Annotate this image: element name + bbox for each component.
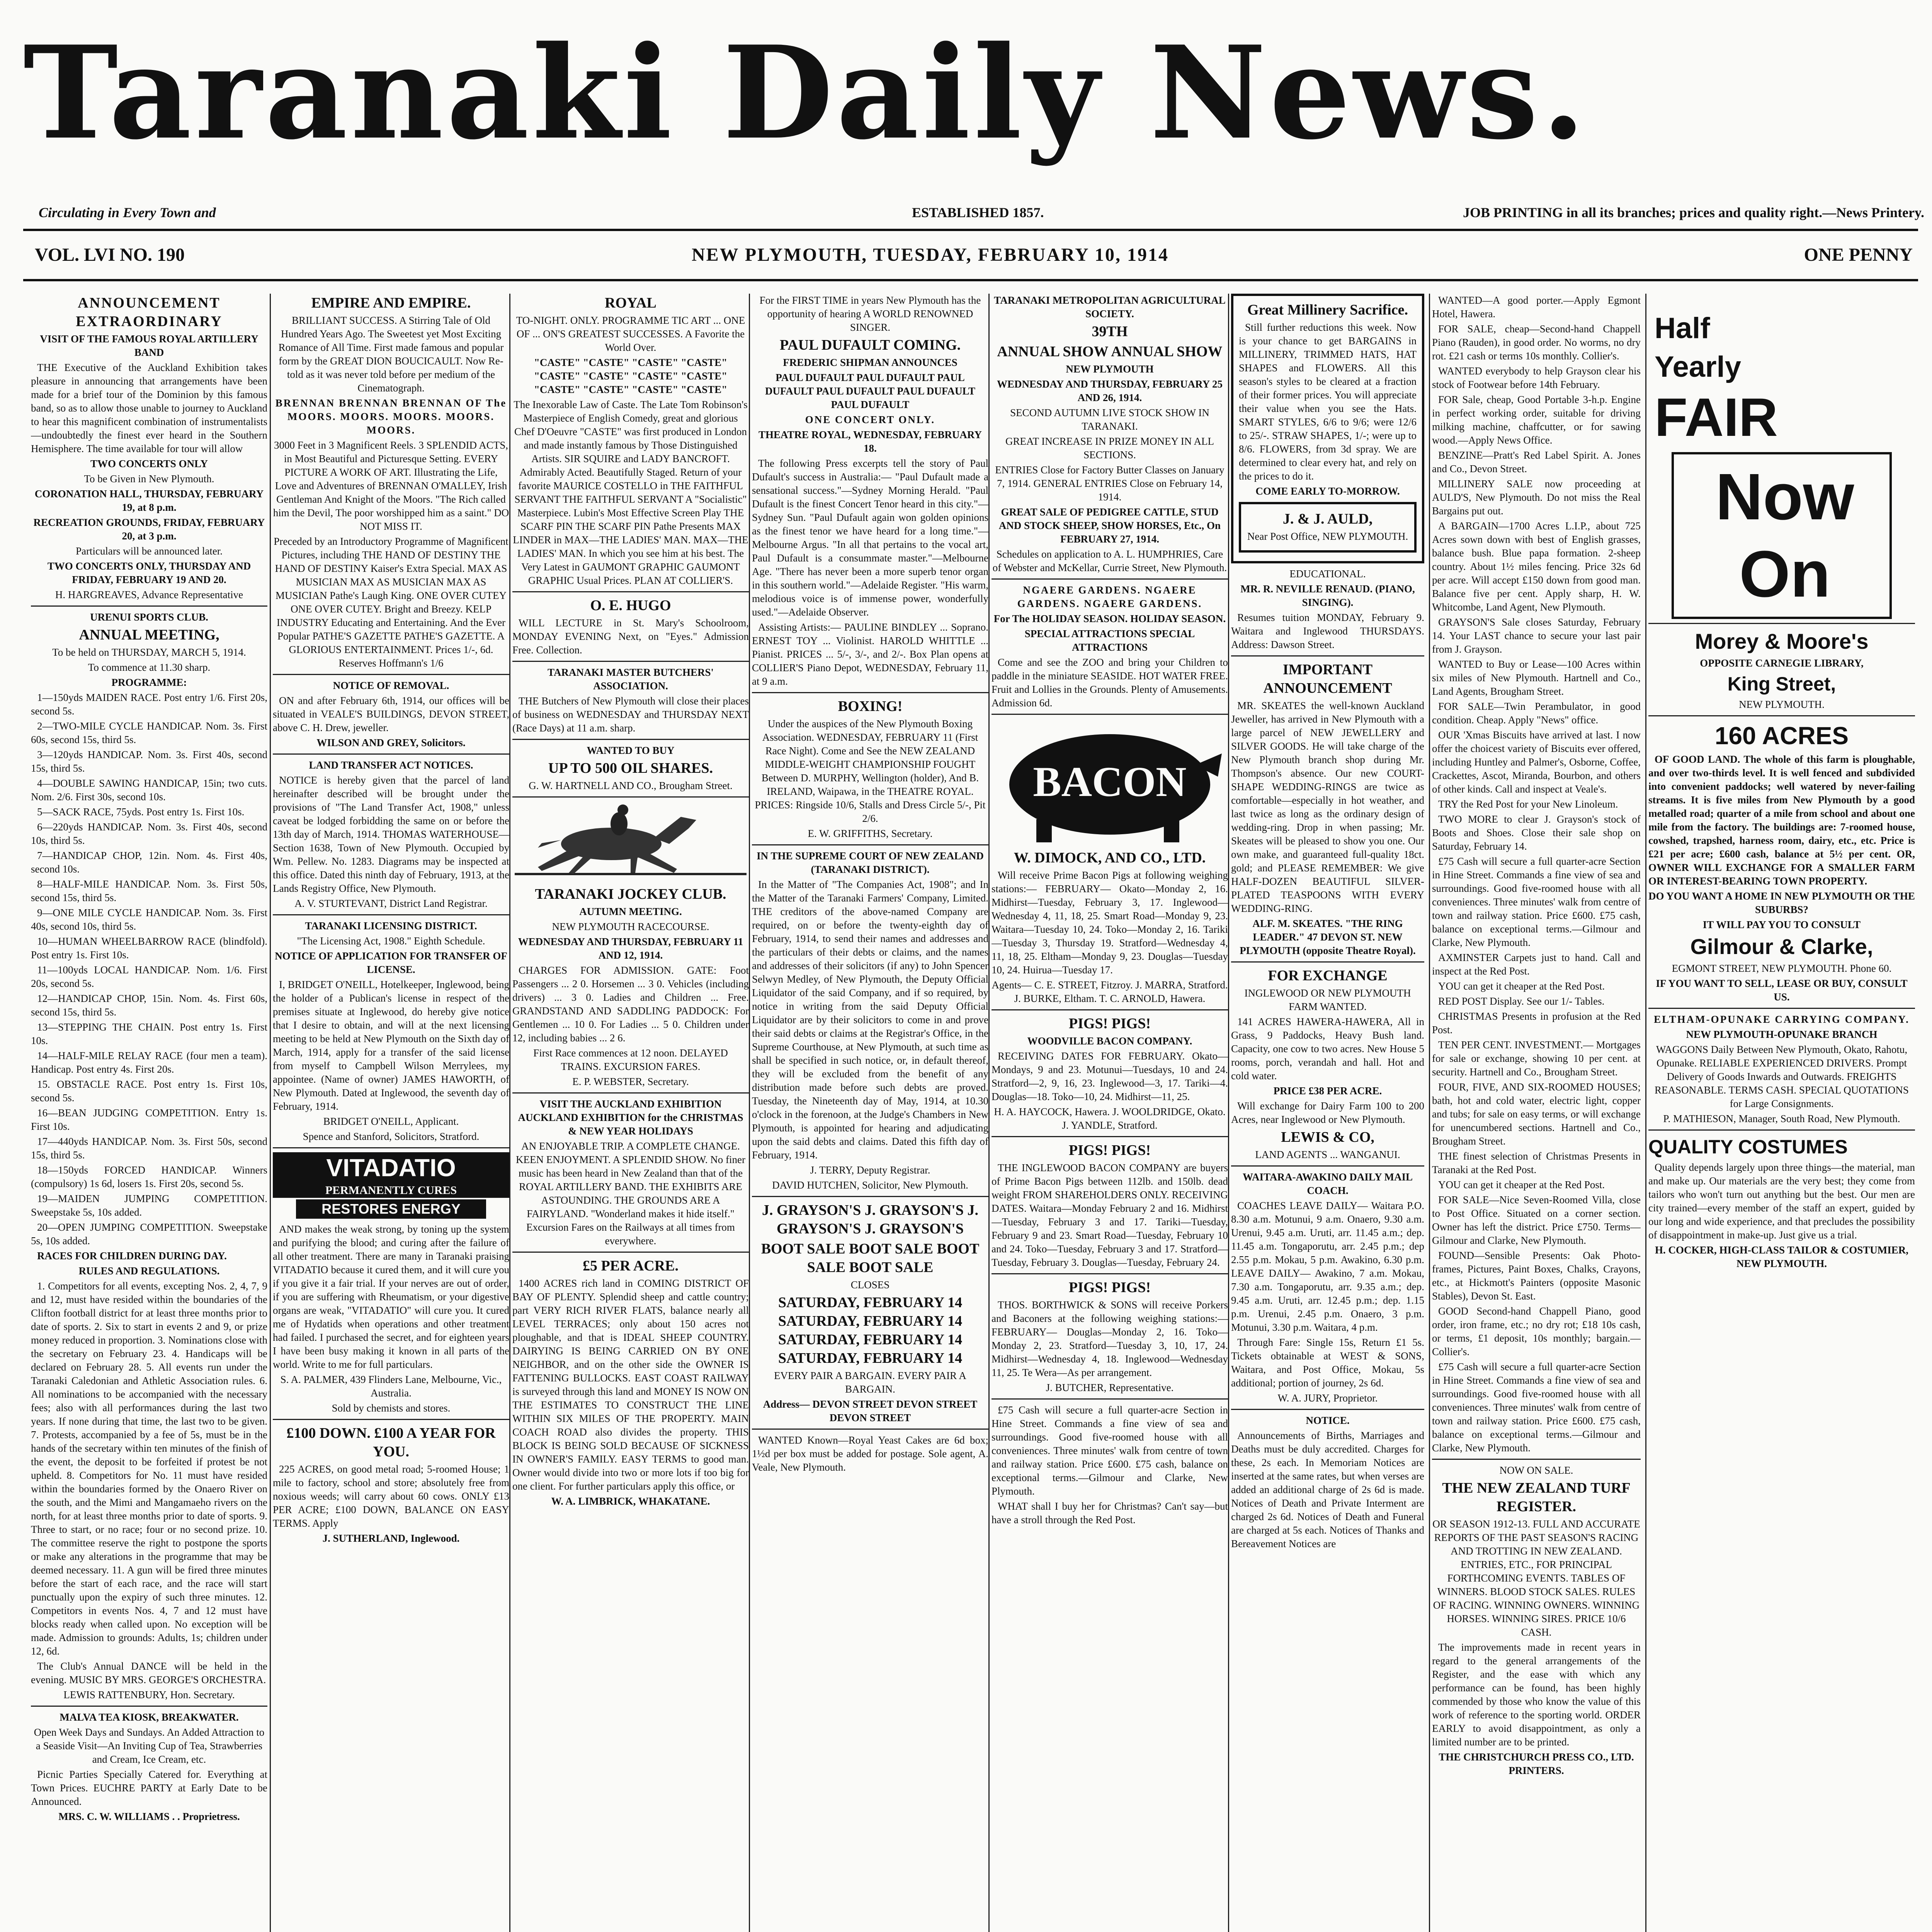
turf-heading: THE NEW ZEALAND TURF REGISTER. (1442, 1480, 1631, 1515)
acre-signature: W. A. LIMBRICK, WHAKATANE. (551, 1495, 710, 1507)
divider (1231, 961, 1424, 963)
divider (1231, 1165, 1424, 1167)
hugo-body: WILL LECTURE in St. Mary's Schoolroom, MONDAY EVENING Next, on "Eyes." Admission Free. Collection. (512, 617, 749, 656)
dufault-names: PAUL DUFAULT PAUL DUFAULT PAUL DUFAULT PAUL DUFAULT PAUL DUFAULT PAUL DUFAULT (765, 372, 976, 410)
auld-heading: J. & J. AULD, (1282, 511, 1373, 527)
gilmour-heading: Gilmour & Clarke, (1690, 934, 1873, 959)
column-rule (1228, 294, 1229, 1932)
coach-signature: W. A. JURY, Proprietor. (1277, 1392, 1378, 1404)
licensing-body: I, BRIDGET O'NEILL, Hotelkeeper, Inglewood, being the holder of a Publican's license in respect of the premises situate at Inglewood, do hereby give notice that I desire to obtain, and will at the next licensing meeting to be held at New Plymouth on the Sixth day of March, 1914, apply for a transfer of the said license from myself to Campbell Wilson Merrylees, my appointee. (Name of owner) JAMES HAWORTH, of New Plymouth. Dated at Inglewood, the seventh day of February, 1914. (273, 979, 509, 1112)
dimock-heading: W. DIMOCK, AND CO., LTD. (1014, 850, 1206, 866)
races-for-children: RACES FOR CHILDREN DURING DAY. (37, 1250, 227, 1262)
show-society: TARANAKI METROPOLITAN AGRICULTURAL SOCIETY. (994, 294, 1226, 320)
jockey-races: First Race commences at 12 noon. DELAYED TRAINS. EXCURSION FARES. (533, 1047, 728, 1072)
oil-shares: UP TO 500 OIL SHARES. (548, 760, 713, 776)
supreme-court-signature: J. TERRY, Deputy Registrar. (810, 1164, 930, 1176)
boot-sale-saturday: SATURDAY, FEBRUARY 14 SATURDAY, FEBRUARY 14 SATURDAY, FEBRUARY 14 SATURDAY, FEBRUARY 14 (778, 1294, 963, 1366)
acre-body: 1400 ACRES rich land in COMING DISTRICT OF BAY OF PLENTY. Splendid sheep and cattle country; part VERY RICH RIVER FLATS, balance nearly all LEVEL TERRACES; only about 150 acres not ploughable, and that is IDEAL SHEEP COUNTRY. DAIRYING IS BEING CARRIED ON BY ONE NEIGHBOR, and on the other side the OWNER IS FATTENING BULLOCKS. EAST COAST RAILWAY is surveyed through this land and MONEY IS NOW ON THE ESTIMATES TO CONSTRUCT THE LINE WITHIN SIX MILES OF THE PROPERTY. MAIN COACH ROAD also divides the property. THIS BLOCK IS BEING SOLD BECAUSE OF SICKNESS IN OWNER'S FAMILY. EASY TERMS to good man. Owner would divide into two or more lots if too big for one client. For further particulars apply this office, or (512, 1277, 749, 1492)
dufault-body: The following Press excerpts tell the story of Paul Dufault's success in Australia:— "Paul Dufault made a sensational success."—Sydney Morning Herald. "Paul Dufault is the finest Concert Tenor heard in this city."—Sydney Sun. "Paul Dufault again won golden opinions as the finest tenor we have heard for a long time."—Melbourne Argus. "In all that pertains to the vocal art, Paul Dufault is a consummate master."—Melbourne Age. "There has never been a more superb tenor organ in this southern world."—Adelaide Register. "His warm, melodious voice is of immense power, wonderfully used."—Adelaide Observer. (752, 457, 988, 618)
classified-buy-lease: WANTED to Buy or Lease—100 Acres within six miles of New Plymouth. Hartnell and Co., Land Agents, Brougham Street. (1432, 658, 1641, 697)
masthead-rule-bottom (23, 279, 1918, 281)
renaud-heading: MR. R. NEVILLE RENAUD. (PIANO, SINGING). (1240, 583, 1415, 608)
pigs-inglewood-heading: PIGS! PIGS! (1068, 1142, 1151, 1158)
acre-heading: £5 PER ACRE. (582, 1258, 679, 1274)
morey-place: NEW PLYMOUTH. (1739, 699, 1825, 710)
classified-houses: FOUR, FIVE, AND SIX-ROOMED HOUSES; bath, hot and cold water, electric light, copper and tubs; for sale on easy terms, or will exchange for unencumbered sections. Hartnell and Co., Brougham Street. (1432, 1081, 1641, 1147)
column-5 (992, 294, 1228, 1932)
boot-sale-address: Address— DEVON STREET DEVON STREET DEVON STREET (763, 1398, 978, 1423)
divider (273, 753, 509, 755)
column-3 (512, 294, 749, 1932)
dimock-agents: Agents— C. E. STREET, Fitzroy. J. MARRA, Stratford. J. BURKE, Eltham. T. C. ARNOLD, Hawera. (992, 979, 1228, 1004)
land-transfer-body: NOTICE is hereby given that the parcel of land hereinafter described will be brought under the provisions of "The Land Transfer Act, 1908," unless caveat be lodged forbidding the same on or before the 13th day of March, 1914. THOMAS WATERHOUSE—Section 1638, Town of New Plymouth. Occupied by Wm. Pellew. No. 1283. Diagrams may be inspected at this office. Dated this ninth day of February, 1913, at the Lands Registry Office, New Plymouth. (273, 774, 509, 894)
kiosk-picnic: Picnic Parties Specially Catered for. Everything at Town Prices. EUCHRE PARTY at Early Date to be Announced. (31, 1769, 267, 1807)
divider (512, 739, 749, 740)
classified-finest: THE finest selection of Christmas Presents in Taranaki at the Red Post. (1432, 1150, 1641, 1175)
divider (1231, 1409, 1424, 1410)
kiosk-heading: MALVA TEA KIOSK, BREAKWATER. (60, 1711, 239, 1723)
column-rule (1429, 294, 1430, 1932)
jockey-meeting: AUTUMN MEETING. (579, 906, 682, 917)
classified-grayson-sale: GRAYSON'S Sale closes Saturday, February 14. Your LAST chance to secure your last pair from J. Grayson. (1432, 616, 1641, 655)
divider (1648, 1008, 1915, 1009)
classified-investment: TEN PER CENT. INVESTMENT.— Mortgages for sale or exchange, showing 10 per cent. at security. Hartnell and Co., Brougham Street. (1432, 1039, 1641, 1078)
empire-intro-programme: Preceded by an Introductory Programme of Magnificent Pictures, including THE HAND OF DESTINY THE HAND OF DESTINY Kaiser's Extra Special. MAX AS MUSICIAN MAX AS MUSICIAN MAX AS MUSICIAN Pathe's Laugh King. ONE OVER CUTEY ONE OVER CUTEY. Bright and Breezy. KELP INDUSTRY Educating and Entertaining. And the Ever Popular PATHE'S GAZETTE PATHE'S GAZETTE. A GLORIOUS ENTERTAINMENT. Prices 1/-, 6d. Reserves Hoffmann's 1/6 (274, 536, 509, 669)
auld-box (1239, 502, 1417, 553)
eltham-signature: P. MATHIESON, Manager, South Road, New Plymouth. (1663, 1113, 1900, 1124)
renaud-body: Resumes tuition MONDAY, February 9. Waitara and Inglewood THURSDAYS. Address: Dawson Street. (1231, 612, 1424, 650)
band-grounds: RECREATION GROUNDS, FRIDAY, FEBRUARY 20, at 3 p.m. (33, 517, 265, 542)
boot-sale-closes: CLOSES (850, 1279, 890, 1291)
half-yearly-half: Half (1655, 312, 1710, 345)
classified-cash-75: £75 Cash will secure a full quarter-acre Section in Hine Street. Commands a fine view of sea and surroundings. Good five-roomed house with all conveniences. Three minutes' walk from centre of town and railway station. Price £600. £75 cash, balance on exceptional terms.—Gilmour and Clarke, New Plymouth. (1432, 855, 1641, 948)
dufault-heading: PAUL DUFAULT COMING. (779, 337, 961, 353)
morey-heading: Morey & Moore's (1695, 629, 1869, 653)
important-announcement-signature: ALF. M. SKEATES. "THE RING LEADER." 47 DEVON ST. NEW PLYMOUTH (opposite Theatre Royal). (1240, 918, 1416, 956)
gilmour-address: EGMONT STREET, NEW PLYMOUTH. Phone 60. (1672, 963, 1892, 974)
racehorse-illustration (512, 801, 749, 883)
masthead-job-printing: JOB PRINTING in all its branches; prices and quality right.—News Printery. (1463, 205, 1924, 220)
show-entries: ENTRIES Close for Factory Butter Classes on January 7, 1914. GENERAL ENTRIES Close on February 14, 1914. (995, 464, 1225, 503)
farm-body: 225 ACRES, on good metal road; 5-roomed House; 1 mile to factory, school and store; absolutely free from noxious weeds; will carry about 60 cows. ONLY £13 PER ACRE; £100 DOWN, BALANCE ON EASY TERMS. Apply (273, 1463, 509, 1529)
quality-heading: QUALITY COSTUMES (1648, 1136, 1848, 1158)
coach-heading: WAITARA-AWAKINO DAILY MAIL COACH. (1242, 1171, 1413, 1196)
classified-bargain-acres: A BARGAIN—1700 Acres L.I.P., about 725 Acres sown down with best of English grasses, balance bush. Blue papa formation. 2-sheep country. About 1½ miles fencing. Price 32s 6d per acre. Will accept £150 down from good man. Balance five per cent. Apply sharp, H. W. Whitcombe, Land Agent, New Plymouth. (1432, 520, 1641, 613)
ngaere-holiday: For The HOLIDAY SEASON. HOLIDAY SEASON. (993, 613, 1226, 624)
bacon-word: BACON (1033, 758, 1187, 805)
classified-red-post: TRY the Red Post for your New Linoleum. (1438, 798, 1618, 810)
dateline (35, 236, 1913, 274)
classified-villa: FOR SALE—Nice Seven-Roomed Villa, close to Post Office. Situated on a corner section. Owner has left the district. Price £750. Terms—Gilmour and Clarke, New Plymouth. (1432, 1194, 1641, 1246)
event-item: 1—150yds MAIDEN RACE. Post entry 1/6. First 20s, second 5s. (31, 692, 267, 717)
show-39th: 39TH (1092, 323, 1128, 340)
half-yearly-yearly: Yearly (1655, 350, 1741, 383)
classified-christmas: CHRISTMAS Presents in profusion at the Red Post. (1432, 1010, 1641, 1036)
ngaere-gardens: NGAERE GARDENS. NGAERE GARDENS. NGAERE GARDENS. (1017, 584, 1202, 609)
event-item: 6—220yds HANDICAP. Nom. 3s. First 40s, second 10s, third 5s. (31, 821, 267, 846)
classified-cheaper: YOU can get it cheaper at the Red Post. (1438, 980, 1605, 992)
notice-body: Announcements of Births, Marriages and Deaths must be duly accredited. Charges for these, 2s each. In Memoriam Notices are inserted at the same rates, but when verses are added an additional charge of 2s 6d is made. Notices of Death and Private Interment are charged 2s 6d. Notices of Death and Funeral are charged at 5s each. Notices of Thanks and Bereavement Notices are (1231, 1430, 1424, 1549)
auld-address: Near Post Office, NEW PLYMOUTH. (1247, 531, 1408, 542)
exchange-price: PRICE £38 PER ACRE. (1273, 1085, 1382, 1097)
vitadatio-subtitle: PERMANENTLY CURES (273, 1183, 509, 1198)
pigs-borthwick-heading: PIGS! PIGS! (1068, 1279, 1151, 1296)
ngaere-special: SPECIAL ATTRACTIONS SPECIAL ATTRACTIONS (1024, 628, 1195, 653)
supreme-court-body: In the Matter of "The Companies Act, 1908"; and In the Matter of the Taranaki Farmers' Company, Limited. THE creditors of the above-named Company are required, on or before the twenty-eighth day of February, 1914, to send their names and addresses and the particulars of their debts or claims, and the names and addresses of their solicitors (if any) to John Spencer Selwyn Medley, of New Plymouth, the Deputy Official Liquidator of the said Company, and if so required, by notice in writing from the said Deputy Official Liquidator are by their solicitors to come in and prove their said debts or claims at the Registrar's Office, in the Supreme Courthouse, at New Plymouth, at such time as shall be specified in such notice, or, in default thereof, they will be excluded from the benefit of any distribution made before such debts are proved. Tuesday, the Nineteenth day of May, 1914, at 10.30 o'clock in the forenoon, at the Judge's Chambers in New Plymouth, is appointed for hearing and adjudicating upon the said debts and claims. Dated this fifth day of February, 1914. (752, 879, 988, 1161)
now-on-now: Now (1715, 460, 1854, 534)
event-item: 10—HUMAN WHEELBARROW RACE (blindfold). Post entry 1s. First 10s. (31, 935, 267, 961)
pigs-borthwick-body: THOS. BORTHWICK & SONS will receive Porkers and Baconers at the following weighing stations:— FEBRUARY— Douglas—Monday 2, 16. Toko—Monday 2, 23. Stratford—Tuesday 3, 10, 17, 24. Midhirst—Wednesday 4, 18. Inglewood—Wednesday 11, 25. Te Wera—As per arrangement. (992, 1299, 1228, 1378)
farm-price-heading: £100 DOWN. £100 A YEAR FOR YOU. (286, 1425, 496, 1460)
home-question: DO YOU WANT A HOME IN NEW PLYMOUTH OR THE SUBURBS? (1648, 890, 1915, 915)
licensing-act: "The Licensing Act, 1908." Eighth Schedule. (297, 935, 485, 947)
grayson-names: J. GRAYSON'S J. GRAYSON'S J. GRAYSON'S J. GRAYSON'S (762, 1202, 978, 1237)
dufault-theatre: THEATRE ROYAL, WEDNESDAY, FEBRUARY 18. (759, 429, 982, 454)
classified-cheaper-2: YOU can get it cheaper at the Red Post. (1438, 1179, 1605, 1190)
dufault-announces: FREDERIC SHIPMAN ANNOUNCES (783, 357, 957, 368)
column-4 (752, 294, 988, 1932)
empire-body: BRILLIANT SUCCESS. A Stirring Tale of Old Hundred Years Ago. The Sweetest yet Most Exciting Romance of All Time. First made famous and popular form by the GREAT DION BOUCICAULT. Now Re-told as it was never told before per medium of the Cinematograph. (278, 315, 504, 394)
dance-notice: The Club's Annual DANCE will be held in the evening. MUSIC BY MRS. GEORGE'S ORCHESTRA. (31, 1660, 267, 1685)
classified-piano-sale: FOR SALE, cheap—Second-hand Chappell Piano (Rauden), in good order. No worms, no dry rot. £21 cash or terms 10s monthly. Collier's. (1432, 323, 1641, 362)
rules-body: 1. Competitors for all events, excepting Nos. 2, 4, 7, 9 and 12, must have resided within the boundaries of the Clifton football district for at least three months prior to date of sports. 2. Six to start in events 2 and 9, or prize money reduced in proportion. 3. Nominations close with the secretary on February 23. 4. Handicaps will be declared on February 28. 5. All events run under the Taranaki Caledonian and Athletic Association rules. 6. All nominations to be accompanied with the necessary fees; also with all performances during the last two years. If none during that time, the last two to be given. 7. Protests, accompanied by a fee of 5s, must be in the hands of the secretary within ten minutes of the finish of the event, the deposit to be forfeited if protest be not upheld. 8. Competitors for No. 11 must have resided within the boundaries formed by the Onaero River on the south, and the Mimi and Mangamaeho rivers on the north, for at least three months prior to date of sports. 9. Three to start, or no race; four or no second prize. 10. The committee reserve the right to postpone the sports or make any alterations in the programme that may be deemed necessary. 11. A gun will be fired three minutes before the start of each race, and the race will start punctually upon the expiry of such three minutes. 12. Competitors in events Nos. 4, 7 and 12 must have blocks ready when called upon. No exception will be made. Admission to grounds: Adults, 1s; children under 12, 6d. (31, 1280, 267, 1657)
divider (1648, 715, 1915, 716)
sports-club-heading: URENUI SPORTS CLUB. (90, 611, 208, 623)
pigs-woodville-company: WOODVILLE BACON COMPANY. (1027, 1035, 1192, 1047)
show-dates: WEDNESDAY AND THURSDAY, FEBRUARY 25 AND 26, 1914. (997, 378, 1223, 403)
restores-energy-banner: RESTORES ENERGY (296, 1199, 486, 1219)
band-visit: VISIT OF THE FAMOUS ROYAL ARTILLERY BAND (40, 333, 259, 358)
divider (512, 661, 749, 662)
classified-axminster: AXMINSTER Carpets just to hand. Call and inspect at the Red Post. (1432, 952, 1641, 977)
quality-body: Quality depends largely upon three things—the material, man and make up. Our materials are the very best; they come from tailors who won't turn out anything but the best. Our men are city trained—every member of the staff an expert, guided by our long and wide experience, and that precludes the possibility of disappointment in make-up. Just give us a trial. (1648, 1162, 1915, 1241)
millinery-come-early: COME EARLY TO-MORROW. (1255, 485, 1400, 497)
meeting-commence: To commence at 11.30 sharp. (88, 662, 211, 673)
divider (752, 844, 988, 845)
event-item: 14—HALF-MILE RELAY RACE (four men a team). Handicap. Post entry 4s. First 20s. (31, 1050, 267, 1075)
removal-signature: WILSON AND GREY, Solicitors. (316, 737, 466, 748)
dateline-place-date: NEW PLYMOUTH, TUESDAY, FEBRUARY 10, 1914 (692, 245, 1169, 265)
turf-note: The improvements made in recent years in regard to the general arrangements of the Register, and the ease with which any performance can be found, has been highly commended by those who know the value of this work of reference to the sporting world. ORDER EARLY to avoid disappointment, as only a limited number are to be printed. (1432, 1641, 1641, 1748)
wanted-to-buy-heading: WANTED TO BUY (587, 745, 675, 756)
jockey-charges: CHARGES FOR ADMISSION. GATE: Foot Passengers ... 2 0. Horsemen ... 3 0. Vehicles (including drivers) ... 3 0. Ladies and Children ... Free. GRANDSTAND AND SADDLING PADDOCK: For Gentlemen ... 10 0. For Ladies ... 5 0. Children under 12, including babies ... 2 6. (512, 964, 749, 1044)
programme-heading: PROGRAMME: (111, 677, 187, 688)
classified-cash-75-b: £75 Cash will secure a full quarter-acre Section in Hine Street. Commands a fine view of sea and surroundings. Good five-roomed house with all conveniences. Three minutes' walk from centre of town and railway station. Price £600. £75 cash, balance on exceptional terms.—Gilmour and Clarke, New Plymouth. (1432, 1361, 1641, 1454)
event-item: 5—SACK RACE, 75yds. Post entry 1s. First 10s. (37, 806, 245, 818)
important-announcement-heading: IMPORTANT ANNOUNCEMENT (1263, 662, 1392, 696)
jockey-dates: WEDNESDAY AND THURSDAY, FEBRUARY 11 AND 12, 1914. (518, 936, 743, 961)
show-increase: GREAT INCREASE IN PRIZE MONEY IN ALL SECTIONS. (1005, 435, 1214, 461)
divider (273, 1147, 509, 1148)
morey-opposite: OPPOSITE CARNEGIE LIBRARY, (1700, 657, 1864, 669)
empire-reels: 3000 Feet in 3 Magnificent Reels. 3 SPLENDID ACTS, in Most Beautiful and Picturesque Setting. EVERY PICTURE A WORK OF ART. Illustrating the Life, Love and Adventures of BRENNAN O'MALLEY, Irish Gentleman And Knight of the Moors. "The Rich called him the Devil, The poor worshipped him as a saint." DO NOT MISS IT. (273, 439, 509, 532)
column-rule (988, 294, 990, 1932)
exchange-heading: FOR EXCHANGE (1268, 968, 1388, 984)
classified-found: FOUND—Sensible Presents: Oak Photo-frames, Pictures, Paint Boxes, Chalks, Crayons, etc., at Hickmott's Painters (opposite Masonic Stables), Devon St. East. (1432, 1250, 1641, 1302)
show-schedules: Schedules on application to A. L. HUMPHRIES, Care of Webster and McKellar, Currie Street, New Plymouth. (992, 548, 1227, 573)
millinery-box (1231, 294, 1424, 563)
licensing-heading: TARANAKI LICENSING DISTRICT. (305, 920, 477, 932)
divider (512, 1252, 749, 1253)
boot-sale: BOOT SALE BOOT SALE BOOT SALE BOOT SALE (761, 1241, 980, 1276)
licensing-signature: BRIDGET O'NEILL, Applicant. (323, 1116, 459, 1127)
pigs-woodville-body: RECEIVING DATES FOR FEBRUARY. Okato—Mondays, 9 and 23. Motunui—Tuesdays, 10 and 24. Stratford—2, 9, 16, 23. Inglewood—3, 17. Tariki—4. Douglas—18. Toko—10, 24. Midhirst—11, 25. (992, 1050, 1228, 1102)
column-8 (1648, 294, 1915, 1932)
boxing-signature: E. W. GRIFFITHS, Secretary. (808, 828, 933, 839)
supreme-court-heading: IN THE SUPREME COURT OF NEW ZEALAND (TARANAKI DISTRICT). (757, 850, 984, 875)
band-hall: CORONATION HALL, THURSDAY, FEBRUARY 19, at 8 p.m. (34, 488, 264, 513)
exchange-terms: Will exchange for Dairy Farm 100 to 200 Acres, near Inglewood or New Plymouth. (1231, 1100, 1424, 1125)
annual-meeting-heading: ANNUAL MEETING, (79, 627, 219, 643)
divider (1648, 623, 1915, 624)
divider (752, 1429, 988, 1430)
dateline-price: ONE PENNY (1804, 245, 1913, 265)
royal-body: TO-NIGHT. ONLY. PROGRAMME TIC ART ... ONE OF ... ON'S GREATEST SUCCESSES. A Favorite the World Over. (516, 315, 745, 353)
masthead-tagline: Circulating in Every Town and (39, 205, 216, 220)
removal-heading: NOTICE OF REMOVAL. (333, 680, 449, 691)
dufault-artists: Assisting Artists:— PAULINE BINDLEY ... Soprano. ERNEST TOY ... Violinist. HAROLD WHITTLE ... Pianist. PRICES ... 5/-, 3/-, and 2/-. Box Plan opens at COLLIER'S Piano Depot, WEDNESDAY, February 11, at 9 a.m. (752, 621, 988, 687)
classified-perambulator: FOR SALE—Twin Perambulator, in good condition. Cheap. Apply "News" office. (1432, 701, 1641, 726)
show-sale: GREAT SALE OF PEDIGREE CATTLE, STUD AND STOCK SHEEP, SHOW HORSES, Etc., On FEBRUARY 27, 1914. (998, 506, 1221, 545)
event-item: 8—HALF-MILE HANDICAP. Nom. 3s. First 50s, second 15s, third 5s. (31, 878, 267, 903)
classified-chappell: GOOD Second-hand Chappell Piano, good order, iron frame, etc.; no dry rot; £18 10s cash, or terms, £1 deposit, 10s monthly; bargain.—Collier's. (1432, 1305, 1641, 1357)
visit-exhibition-heading: VISIT THE AUCKLAND EXHIBITION AUCKLAND EXHIBITION for the CHRISTMAS & NEW YEAR HOLIDAYS (518, 1098, 743, 1137)
eltham-body: WAGGONS Daily Between New Plymouth, Okato, Rahotu, Opunake. RELIABLE EXPERIENCED DRIVERS. Prompt Delivery of Goods Inwards and Outwards. FREIGHTS REASONABLE. TERMS CASH. SPECIAL QUOTATIONS for Large Consignments. (1655, 1044, 1909, 1109)
divider (1432, 1459, 1641, 1460)
masthead-rule-top (23, 229, 1918, 231)
quality-signature: H. COCKER, HIGH-CLASS TAILOR & COSTUMIER, NEW PLYMOUTH. (1655, 1244, 1909, 1269)
event-item: 3—120yds HANDICAP. Nom. 3s. First 40s, second 15s, third 5s. (31, 749, 267, 774)
visit-exhibition-body: AN ENJOYABLE TRIP. A COMPLETE CHANGE. KEEN ENJOYMENT. A SPLENDID SHOW. No finer music has been heard in New Zealand than that of the ROYAL ARTILLERY BAND. THE EXHIBITS ARE ASTOUNDING. THE GROUNDS ARE A FAIRYLAND. "Wonderland makes it hide itself." Excursion Fares on the Railways at all times from everywhere. (516, 1140, 745, 1247)
classified-millinery-sale: MILLINERY SALE now proceeding at AULD'S, New Plymouth. Do not miss the Real Bargains put out. (1432, 478, 1641, 517)
event-item: 19—MAIDEN JUMPING COMPETITION. Sweepstake 5s, 10s added. (31, 1193, 267, 1218)
jockey-course: NEW PLYMOUTH RACECOURSE. (552, 921, 709, 932)
exchange-body: 141 ACRES HAWERA-HAWERA, All in Grass, 9 Paddocks, Heavy Bush land. Capacity, one cow to two acres. New House 5 rooms, porch, verandah and hall. Hot and cold water. (1231, 1016, 1424, 1082)
classified-porter: WANTED—A good porter.—Apply Egmont Hotel, Hawera. (1432, 294, 1641, 320)
land-transfer-signature: A. V. STURTEVANT, District Land Registrar. (294, 898, 488, 909)
event-item: 11—100yds LOCAL HANDICAP. Nom. 1/6. First 20s, second 5s. (31, 964, 267, 989)
event-item: 4—DOUBLE SAWING HANDICAP, 15in; two cuts. Nom. 2/6. First 30s, second 10s. (31, 777, 267, 803)
eltham-branch: NEW PLYMOUTH-OPUNAKE BRANCH (1686, 1029, 1878, 1040)
band-announcement-heading: ANNOUNCEMENT EXTRAORDINARY (76, 295, 223, 330)
brennan-repeat: BRENNAN BRENNAN BRENNAN OF The MOORS. MOORS. MOORS. MOORS. MOORS. (275, 397, 507, 436)
rules-heading: RULES AND REGULATIONS. (78, 1265, 220, 1277)
divider (31, 1706, 267, 1707)
royal-heading: ROYAL (605, 295, 656, 311)
event-list (31, 691, 267, 1248)
show-place: NEW PLYMOUTH (1066, 363, 1154, 375)
dufault-one-concert: ONE CONCERT ONLY. (805, 414, 935, 425)
event-item: 17—440yds HANDICAP. Nom. 3s. First 50s, second 15s, third 5s. (31, 1136, 267, 1161)
column-7 (1432, 294, 1641, 1932)
divider (512, 591, 749, 592)
show-heading: ANNUAL SHOW ANNUAL SHOW (997, 344, 1223, 360)
eltham-heading: ELTHAM-OPUNAKE CARRYING COMPANY. (1654, 1014, 1910, 1025)
yeast-ad: WANTED Known—Royal Yeast Cakes are 6d box; 1½d per box must be added for postage. Sole agent, A. Veale, New Plymouth. (752, 1434, 988, 1473)
divider (992, 1009, 1228, 1010)
divider (273, 1419, 509, 1420)
caste-body: The Inexorable Law of Caste. The Late Tom Robinson's Masterpiece of English Comedy, great and glorious Chef D'Oeuvre "CASTE" was first produced in London and made instantly famous by Those Distinguished Artists. SIR SQUIRE and LADY BANCROFT. Admirably Acted. Beautifully Staged. Return of your favorite MAURICE COSTELLO in THE FAITHFUL SERVANT THE FAITHFUL SERVANT A "Socialistic" Masterpiece. Lubin's Most Effective Screen Play THE SCARF PIN THE SCARF PIN Pathe Presents MAX LINDER in MAX—THE LADIES' MAN. MAX—THE LADIES' MAN. In which you see him at his best. The Very Latest in GAUMONT GRAPHIC GAUMONT GRAPHIC Usual Prices. PLAN AT COLLIER'S. (513, 399, 748, 586)
notice-heading: NOTICE. (1306, 1415, 1350, 1426)
butchers-body: THE Butchers of New Plymouth will close their places of business on WEDNESDAY and THURSDAY NEXT (Race Days) at 11 a.m. sharp. (512, 695, 749, 734)
event-item: 20—OPEN JUMPING COMPETITION. Sweepstake 5s, 10s added. (31, 1221, 267, 1247)
column-6 (1231, 294, 1424, 1932)
half-yearly-fair: FAIR (1655, 387, 1778, 447)
masthead-title: Taranaki Daily News. (23, 18, 1589, 168)
vitadatio-sold: Sold by chemists and stores. (332, 1402, 451, 1414)
divider (31, 605, 267, 607)
event-item: 18—150yds FORCED HANDICAP. Winners (compulsory) 1s 6d, losers 1s. First 20s, second 5s. (31, 1164, 267, 1189)
divider (992, 578, 1228, 580)
column-rule (270, 294, 271, 1932)
acres-body: OF GOOD LAND. The whole of this farm is ploughable, and over two-thirds level. It is well fenced and subdivided into convenient paddocks; well watered by never-failing streams. It is five miles from New Plymouth by a good metalled road; quarter of a mile from school and about one mile from the factory. The buildings are: 7-roomed house, cowshed, trapshed, harness room, dairy, etc., etc. Price is £21 per acre; £600 cash, balance at 5½ per cent. OR, OWNER WILL EXCHANGE FOR A SMALLER FARM OR INTEREST-BEARING TOWN PROPERTY. (1648, 753, 1915, 887)
bacon-pig-illustration (992, 719, 1228, 846)
divider (992, 1136, 1228, 1137)
band-body: THE Executive of the Auckland Exhibition takes pleasure in announcing that arrangements have been made for a brief tour of the Dominion by this famous band, so as to allow those unable to journey to Auckland to hear this magnificent combination of instrumentalists—undoubtedly the finest ever heard in the Southern Hemisphere. The time available for tour will allow (31, 362, 267, 454)
column-rule (1645, 294, 1646, 1932)
divider (992, 714, 1228, 715)
divider (752, 1196, 988, 1197)
supreme-court-solicitor: DAVID HUTCHEN, Solicitor, New Plymouth. (772, 1179, 968, 1191)
classified-engine: FOR Sale, cheap, Good Portable 3-h.p. Engine in perfect working order, suitable for driving milking machine, chaffcutter, or for sawing wood.—Apply News Office. (1432, 394, 1641, 446)
event-item: 2—TWO-MILE CYCLE HANDICAP. Nom. 3s. First 60s, second 15s, third 5s. (31, 720, 267, 745)
jockey-club-heading: TARANAKI JOCKEY CLUB. (535, 886, 726, 902)
millinery-heading: Great Millinery Sacrifice. (1247, 302, 1408, 318)
vitadatio-banner: VITADATIO (273, 1152, 509, 1183)
boxing-body: Under the auspices of the New Plymouth Boxing Association. WEDNESDAY, FEBRUARY 11 (First Race Night). Come and See the NEW ZEALAND MIDDLE-WEIGHT CHAMPIONSHIP FOUGHT Between D. MURPHY, Wellington (holder), And B. IRELAND, Waipawa, in the THEATRE ROYAL. PRICES: Ringside 10/6, Stalls and Dress Circle 5/-, Pit 2/6. (755, 718, 986, 824)
divider (992, 1273, 1228, 1274)
coach-timetable: COACHES LEAVE DAILY— Waitara P.O. 8.30 a.m. Motunui, 9 a.m. Onaero, 9.30 a.m. Urenui, 9.45 a.m. Uruti, arr. 11.45 a.m.; dep. 11.45 a.m. Tongaporutu, arr. 2.45 p.m.; dep 2.55 p.m. Mokau, 5 p.m. Awakino, 6.30 p.m. LEAVE DAILY— Awakino, 7 a.m. Mokau, 7.30 a.m. Tongaporutu, arr. 9.35 a.m.; dep. 9.45 a.m. Uruti, arr. 12.45 p.m.; dep. 1.15 p.m. Urenui, 2.45 p.m. Onaero, 3 p.m. Motunui, 3.30 p.m. Waitara, 4 p.m. (1231, 1200, 1424, 1333)
empire-heading: EMPIRE AND EMPIRE. (311, 295, 471, 311)
pigs-woodville-agents: H. A. HAYCOCK, Hawera. J. WOOLDRIDGE, Okato. J. YANDLE, Stratford. (994, 1106, 1226, 1131)
butchers-heading: TARANAKI MASTER BUTCHERS' ASSOCIATION. (547, 667, 714, 692)
caste-repeat: "CASTE" "CASTE" "CASTE" "CASTE" "CASTE" "CASTE" "CASTE" "CASTE" "CASTE" "CASTE" "CASTE" "CASTE" (534, 357, 728, 395)
lewis-heading: LEWIS & CO, (1281, 1129, 1374, 1145)
divider (1231, 655, 1424, 656)
classified-clear-grayson: TWO MORE to clear J. Grayson's stock of Boots and Shoes. Close their sale shop on Saturday, February 14. (1432, 813, 1641, 852)
dance-signature: LEWIS RATTENBURY, Hon. Secretary. (63, 1689, 235, 1701)
dateline-volume: VOL. LVI NO. 190 (35, 245, 185, 265)
boxing-heading: BOXING! (838, 698, 903, 714)
masthead-established: ESTABLISHED 1857. (912, 205, 1044, 220)
now-on-box (1672, 452, 1892, 619)
land-transfer-heading: LAND TRANSFER ACT NOTICES. (309, 759, 473, 771)
acres-heading: 160 ACRES (1714, 722, 1849, 750)
licensing-notice: NOTICE OF APPLICATION FOR TRANSFER OF LICENSE. (275, 950, 507, 975)
cash-section-ad: £75 Cash will secure a full quarter-acre Section in Hine Street. Commands a fine view of sea and surroundings. Good five-roomed house with all conveniences. Three minutes' walk from centre of town and railway station. Price £600. £75 cash, balance on exceptional terms.—Gilmour and Clarke, New Plymouth. (992, 1404, 1228, 1497)
divider (992, 1398, 1228, 1400)
band-particulars: Particulars will be announced later. (75, 545, 223, 557)
event-item: 16—BEAN JUDGING COMPETITION. Entry 1s. First 10s. (31, 1107, 267, 1132)
column-1 (31, 294, 267, 1932)
what-shall-i-buy-ad: WHAT shall I buy her for Christmas? Can't say—but have a stroll through the Red Post. (992, 1500, 1228, 1526)
turf-body: OR SEASON 1912-13. FULL AND ACCURATE REPORTS OF THE PAST SEASON'S RACING AND TROTTING IN NEW ZEALAND. ENTRIES, ETC., FOR PRINCIPAL FORTHCOMING EVENTS. TABLES OF WINNERS. BLOOD STOCK SALES. RULES OF RACING. WINNING OWNERS. WINNING HORSES. WINNING SIRES. PRICE 10/6 CASH. (1432, 1518, 1640, 1638)
event-item: 13—STEPPING THE CHAIN. Post entry 1s. First 10s. (31, 1021, 267, 1046)
gilmour-sell: IF YOU WANT TO SELL, LEASE OR BUY, CONSULT US. (1656, 978, 1908, 1003)
column-2 (273, 294, 509, 1932)
turf-now-on-sale: NOW ON SALE. (1499, 1464, 1573, 1476)
important-announcement-body: MR. SKEATES the well-known Auckland Jeweller, has arrived in New Plymouth with a large parcel of NEW JEWELLERY and SILVER GOODS. He will take charge of the New Plymouth branch shop during Mr. Thompson's absence. Our new COURT-SHAPE WEDDING-RINGS are twice as comfortable—especially in hot weather, and last twice as long as the ordinary design of wedding-ring. Drop in when passing; Mr. Skeates will be pleased to show you one. Our own make, and guaranteed full-quality 18ct. gold; and PLEASE REMEMBER: We give HALF-DOZEN BEAUTIFUL SILVER-PLATED TEASPOONS WITH EVERY WEDDING-RING. (1231, 700, 1424, 914)
pigs-inglewood-body: THE INGLEWOOD BACON COMPANY are buyers of Prime Bacon Pigs between 112lb. and 150lb. dead weight FROM SHAREHOLDERS ONLY. RECEIVING DATES. Waitara—Monday February 2 and 16. Midhirst—Tuesday, February 3 and 17. Tariki—Tuesday, February 9 and 23. Smart Road—Tuesday, February 10 and 24. Toko—Tuesday, February 3 and 17. Stratford—Tuesday, February 3. Douglas—Tuesday, February 24. (992, 1162, 1228, 1268)
classified-biscuits: OUR 'Xmas Biscuits have arrived at last. I now offer the choicest variety of Biscuits ever offered, including Huntley and Palmer's, Osborne, Coffee, Crackettes, Ascot, Miranda, Bourbon, and others of other kinds. Call and inspect at Veale's. (1432, 729, 1641, 795)
vitadatio-signature: S. A. PALMER, 439 Flinders Lane, Melbourne, Vic., Australia. (280, 1374, 502, 1399)
event-item: 9—ONE MILE CYCLE HANDICAP. Nom. 3s. First 40s, second 10s, third 5s. (31, 907, 267, 932)
pigs-woodville-heading: PIGS! PIGS! (1068, 1015, 1151, 1032)
kiosk-signature: MRS. C. W. WILLIAMS . . Proprietress. (58, 1811, 240, 1822)
column-rule (509, 294, 510, 1932)
divider (273, 674, 509, 675)
dufault-intro: For the FIRST TIME in years New Plymouth has the opportunity of hearing A WORLD RENOWNED SINGER. (759, 294, 981, 333)
event-item: 7—HANDICAP CHOP, 12in. Nom. 4s. First 40s, second 10s. (31, 850, 267, 875)
dimock-body: Will receive Prime Bacon Pigs at following weighing stations:— FEBRUARY— Okato—Monday 2, 16. Midhirst—Tuesday, February 3, 17. Inglewood—Wednesday 4, 11, 18, 25. Smart Road—Monday 9, 23. Waitara—Tuesday 10, 24. Toko—Monday 2, 16. Tariki—Tuesday 3, Thursday 19. Stratford—Wednesday 4, 11, 18, 25. Eltham—Monday 9, 23. Douglas—Tuesday 10, 24. Huirua—Tuesday 17. (992, 869, 1228, 976)
boot-sale-bargain: EVERY PAIR A BARGAIN. EVERY PAIR A BARGAIN. (774, 1370, 966, 1395)
exchange-sub: INGLEWOOD OR NEW PLYMOUTH FARM WANTED. (1244, 987, 1411, 1012)
classified-benzine: BENZINE—Pratt's Red Label Spirit. A. Jones and Co., Devon Street. (1432, 449, 1641, 474)
pigs-borthwick-signature: J. BUTCHER, Representative. (1046, 1382, 1174, 1393)
band-two-concerts: TWO CONCERTS ONLY (90, 458, 208, 469)
morey-street: King Street, (1727, 673, 1836, 695)
wanted-to-buy-signature: G. W. HARTNELL AND CO., Brougham Street. (529, 780, 733, 791)
divider (273, 914, 509, 915)
farm-signature: J. SUTHERLAND, Inglewood. (322, 1532, 460, 1544)
show-autumn: SECOND AUTUMN LIVE STOCK SHOW IN TARANAKI. (1010, 407, 1209, 432)
now-on-on: On (1739, 537, 1831, 611)
divider (512, 1092, 749, 1094)
column-rule (749, 294, 750, 1932)
divider (752, 692, 988, 693)
licensing-solicitors: Spence and Stanford, Solicitors, Stratford. (303, 1131, 480, 1142)
coach-fares: Through Fare: Single 15s, Return £1 5s. Tickets obtainable at WEST & SONS, Waitara, and Post Office, Mokau, 5s additional; portion of journey, 2s 6d. (1231, 1337, 1424, 1389)
removal-body: ON and after February 6th, 1914, our offices will be situated in VEALE'S BUILDINGS, DEVON STREET, above C. H. Drew, jeweller. (273, 695, 509, 733)
classified-grayson-help: WANTED everybody to help Grayson clear his stock of Footwear before 14th February. (1432, 365, 1641, 390)
band-signature: H. HARGREAVES, Advance Representative (55, 589, 243, 600)
turf-signature: THE CHRISTCHURCH PRESS CO., LTD. PRINTERS. (1439, 1751, 1634, 1776)
event-item: 12—HANDICAP CHOP, 15in. Nom. 4s. First 60s, second 15s, third 5s. (31, 993, 267, 1018)
lewis-sub: LAND AGENTS ... WANGANUI. (1255, 1149, 1400, 1160)
band-given: To be Given in New Plymouth. (84, 473, 214, 485)
classified-display: RED POST Display. See our 1/- Tables. (1438, 995, 1605, 1007)
vitadatio-body: AND makes the weak strong, by toning up the system and purifying the blood; and curing after the failure of all other treatment. There are many in Taranaki praising VITADATIO because it cured them, and it will cure you if you give it a fair trial. If your nerves are out of order, if you are suffering with Rheumatism, or your digestive organs are weak, "VITADATIO" will cure you. It cured me of Hydatids when operations and other treatment had failed. I purchased the secret, and for eighteen years I have been busy making it known in all parts of the world. Write to me for full particulars. (273, 1223, 509, 1370)
divider (512, 796, 749, 798)
event-item: 15. OBSTACLE RACE. Post entry 1s. First 10s, second 5s. (31, 1078, 267, 1104)
band-two-concerts-2: TWO CONCERTS ONLY, THURSDAY AND FRIDAY, FEBRUARY 19 AND 20. (47, 560, 251, 585)
meeting-date: To be held on THURSDAY, MARCH 5, 1914. (52, 646, 246, 658)
jockey-signature: E. P. WEBSTER, Secretary. (572, 1076, 689, 1087)
hugo-heading: O. E. HUGO (590, 597, 671, 614)
consult-line: IT WILL PAY YOU TO CONSULT (1702, 919, 1861, 930)
kiosk-body: Open Week Days and Sundays. An Added Attraction to a Seaside Visit—An Inviting Cup of Tea, Strawberries and Cream, Ice Cream, etc. (34, 1726, 265, 1765)
millinery-body: Still further reductions this week. Now is your chance to get BARGAINS in MILLINERY, TRIMMED HATS, HAT SHAPES and FLOWERS. All this season's styles to be cleared at a fraction of their former prices. You will appreciate their value when you see the Hats. SMART STYLES, 6/6 to 9/6; were 12/6 to 25/-. STRAW SHAPES, 1/-; were up to 8/6. FLOWERS, from 3d spray. We are determined to clear every hat, and rely on the prices to do it. (1239, 321, 1417, 482)
ngaere-body: Come and see the ZOO and bring your Children to paddle in the miniature SEASIDE. HOT WATER FREE. Fruit and Lollies in the Grounds. Plenty of Amusements. Admission 6d. (992, 656, 1228, 709)
renaud-educational: EDUCATIONAL. (1289, 568, 1366, 580)
divider (1648, 1129, 1915, 1131)
